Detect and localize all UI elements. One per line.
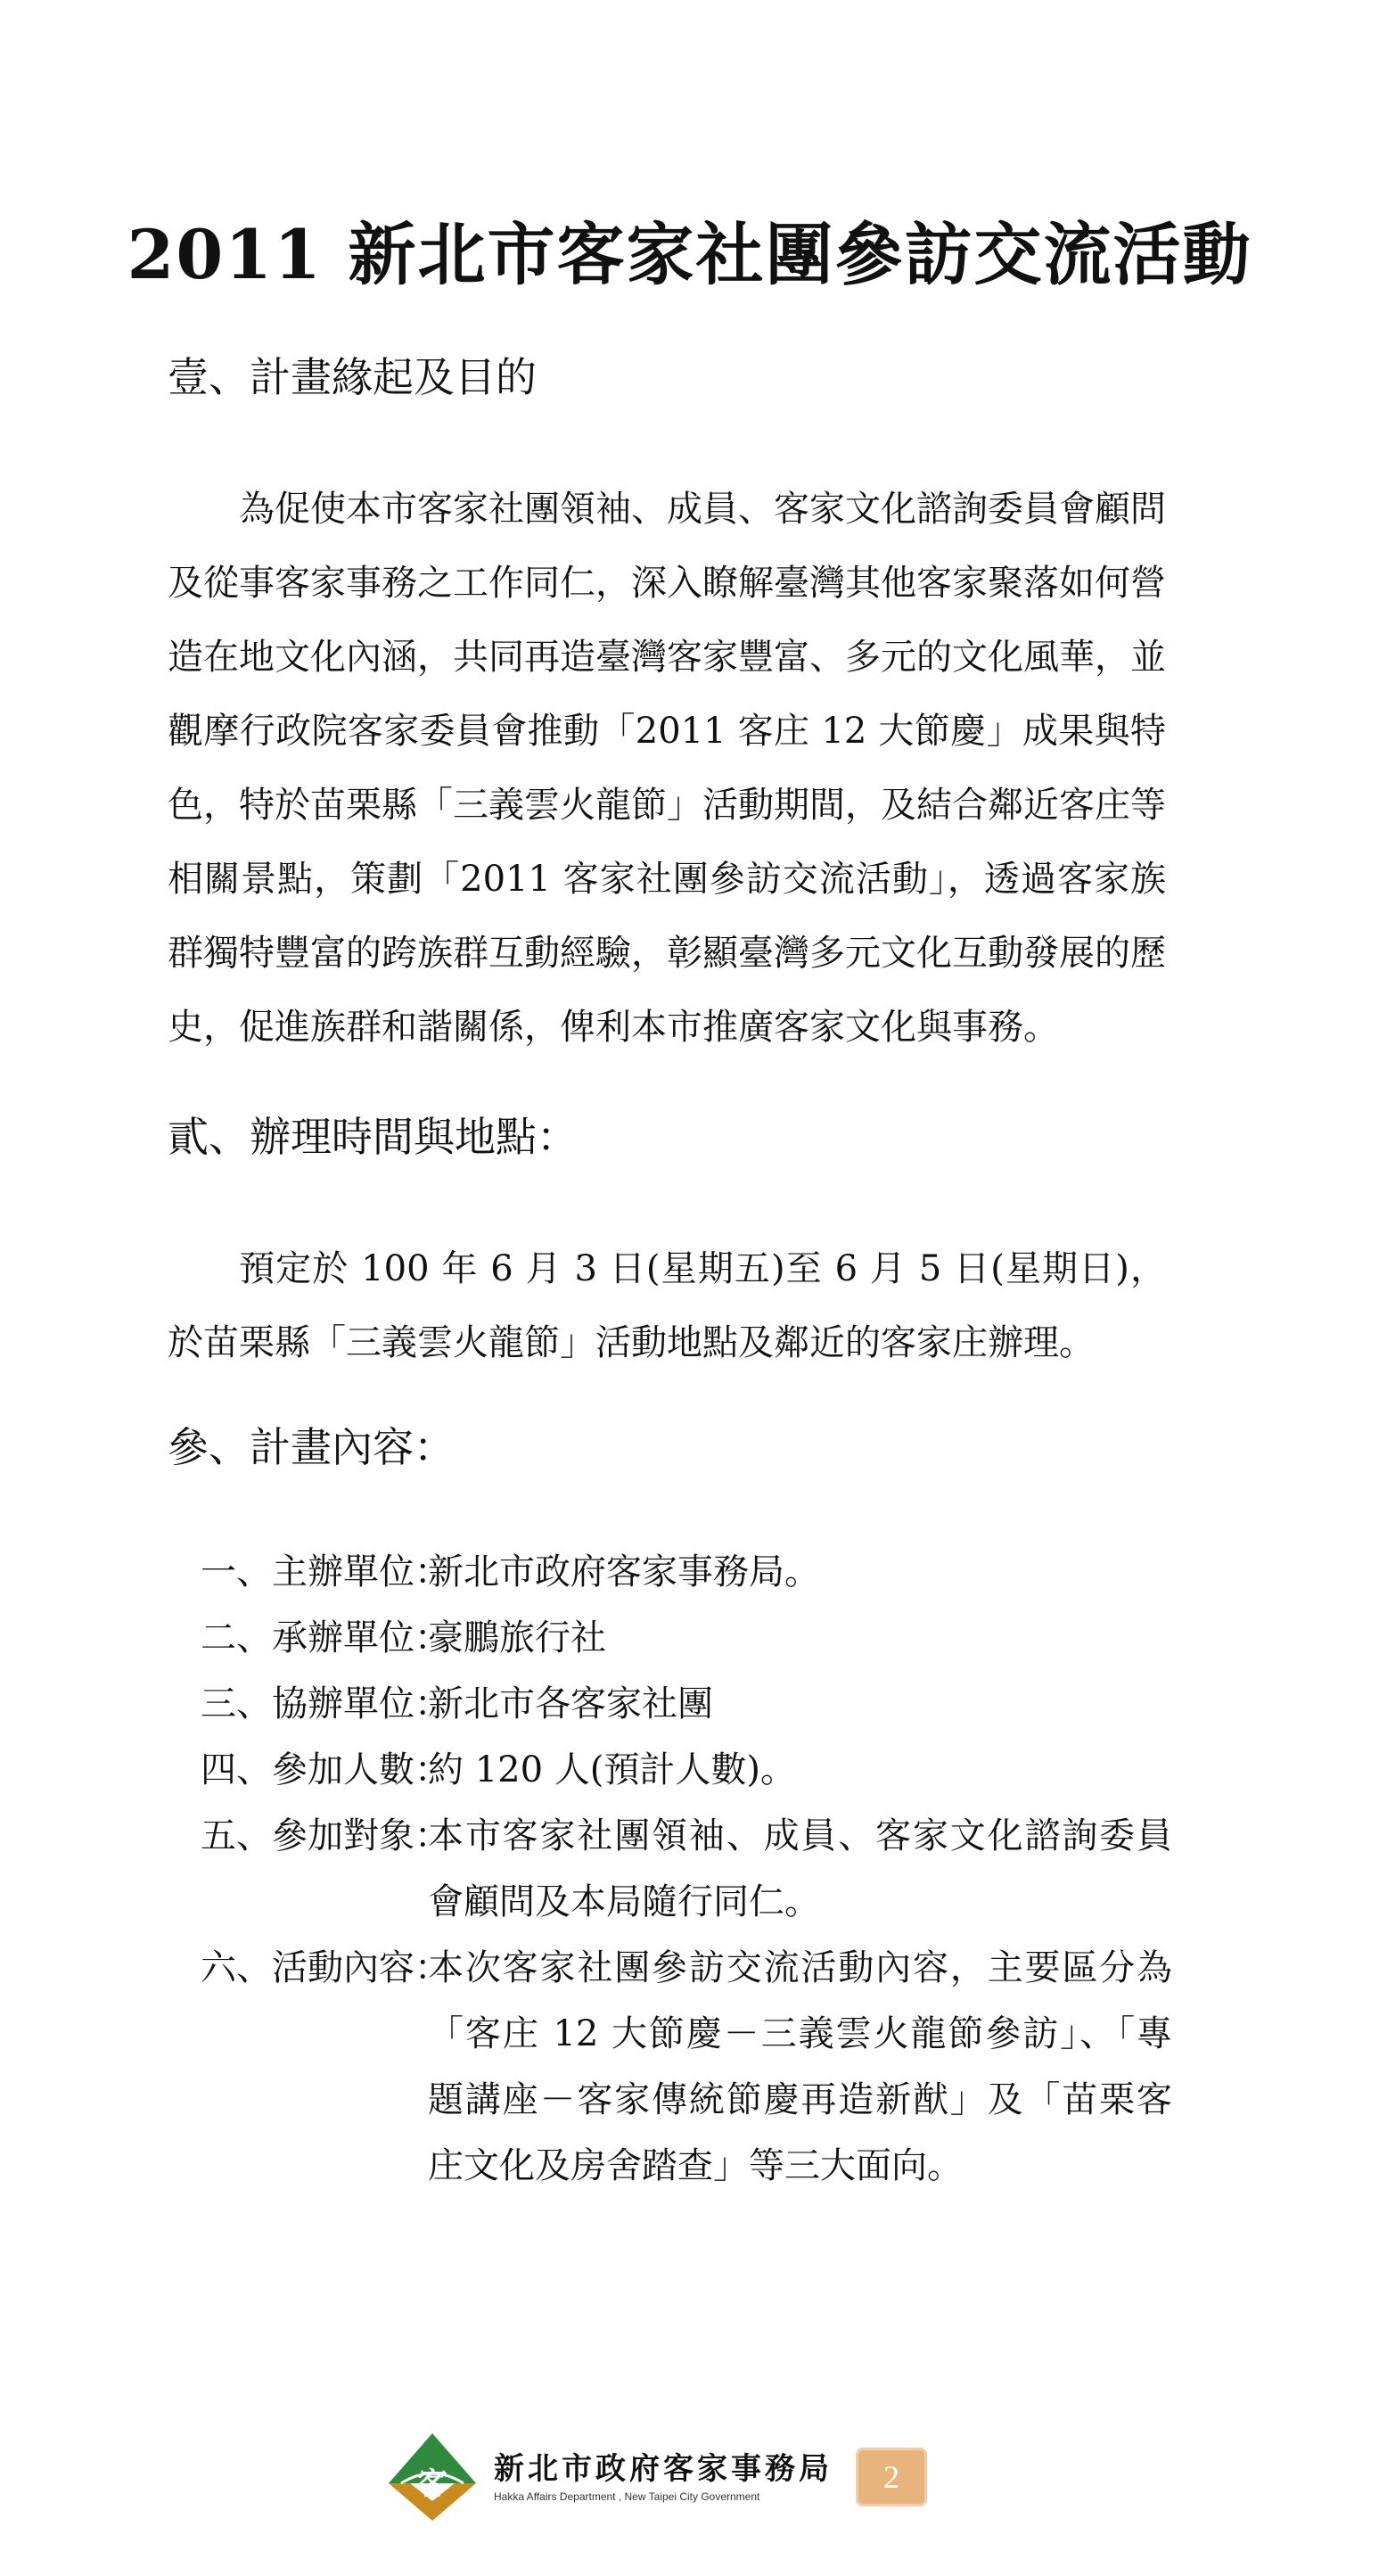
list-item-label: 一、主辦單位：: [201, 1551, 450, 1593]
list-item-activity-content: [201, 1935, 1172, 2199]
org-name-english: Hakka Affairs Department , New Taipei City Government: [494, 2490, 760, 2504]
page-title: 2011 新北市客家社團參訪交流活動: [127, 215, 1252, 294]
section-body-purpose: 為促使本市客家社團領袖、成員、客家文化諮詢委員會顧問及從事客家事務之工作同仁，深入瞭解臺灣其他客家聚落如何營造在地文化內涵，共同再造臺灣客家豐富、多元的文化風華，並觀摩行政院客家委員會推動「2011 客庄 12 大節慶」成果與特色，特於苗栗縣「三義雲火龍節」活動期間，及結合鄰近客庄等相關景點，策劃「2011 客家社團參訪交流活動」，透過客家族群獨特豐富的跨族群互動經驗，彰顯臺灣多元文化互動發展的歷史，促進族群和諧關係，俾利本市推廣客家文化與事務。: [168, 489, 1166, 1048]
list-item-label: 四、參加人數：: [201, 1749, 450, 1790]
list-item-label: 二、承辦單位：: [201, 1617, 450, 1658]
list-item-text: 新北市政府客家事務局。: [428, 1551, 820, 1593]
list-item-text: 新北市各客家社團: [428, 1683, 713, 1724]
svg-text:客: 客: [417, 2466, 447, 2502]
list-item-text: 本次客家社團參訪交流活動內容，主要區分為「客庄 12 大節慶－三義雲火龍節參訪」、「專題講座－客家傳統節慶再造新猷」及「苗栗客庄文化及房舍踏查」等三大面向。: [428, 1947, 1172, 2186]
list-item-label: 六、活動內容：: [201, 1947, 450, 1988]
list-item-participant-count: [201, 1737, 1172, 1803]
page-footer: [383, 2424, 927, 2531]
section-body-time-place: 預定於 100 年 6 月 3 日(星期五)至 6 月 5 日(星期日)，於苗栗縣「三義雲火龍節」活動地點及鄰近的客家庄辦理。: [168, 1248, 1166, 1363]
list-item-label: 五、參加對象：: [201, 1815, 450, 1856]
list-item-participants: [201, 1803, 1172, 1935]
list-item-text: 豪鵬旅行社: [428, 1617, 606, 1658]
page-number-badge: 2: [856, 2448, 927, 2506]
org-name-block: [494, 2451, 833, 2504]
list-item-contractor: [201, 1605, 1172, 1671]
plan-content-list: [201, 1539, 1172, 2199]
section-heading-time-place: 貳、辦理時間與地點：: [168, 1113, 578, 1161]
section-heading-purpose: 壹、計畫緣起及目的: [168, 353, 537, 401]
list-item-text: 本市客家社團領袖、成員、客家文化諮詢委員會顧問及本局隨行同仁。: [428, 1815, 1172, 1922]
list-item-co-organizer: [201, 1671, 1172, 1737]
org-name: 新北市政府客家事務局: [494, 2450, 833, 2487]
hakka-affairs-logo-icon: [383, 2428, 481, 2526]
list-item-organizer: [201, 1539, 1172, 1605]
list-item-label: 三、協辦單位：: [201, 1683, 450, 1724]
list-item-text: 約 120 人(預計人數)。: [428, 1749, 796, 1790]
section-heading-plan-content: 參、計畫內容：: [168, 1423, 455, 1471]
